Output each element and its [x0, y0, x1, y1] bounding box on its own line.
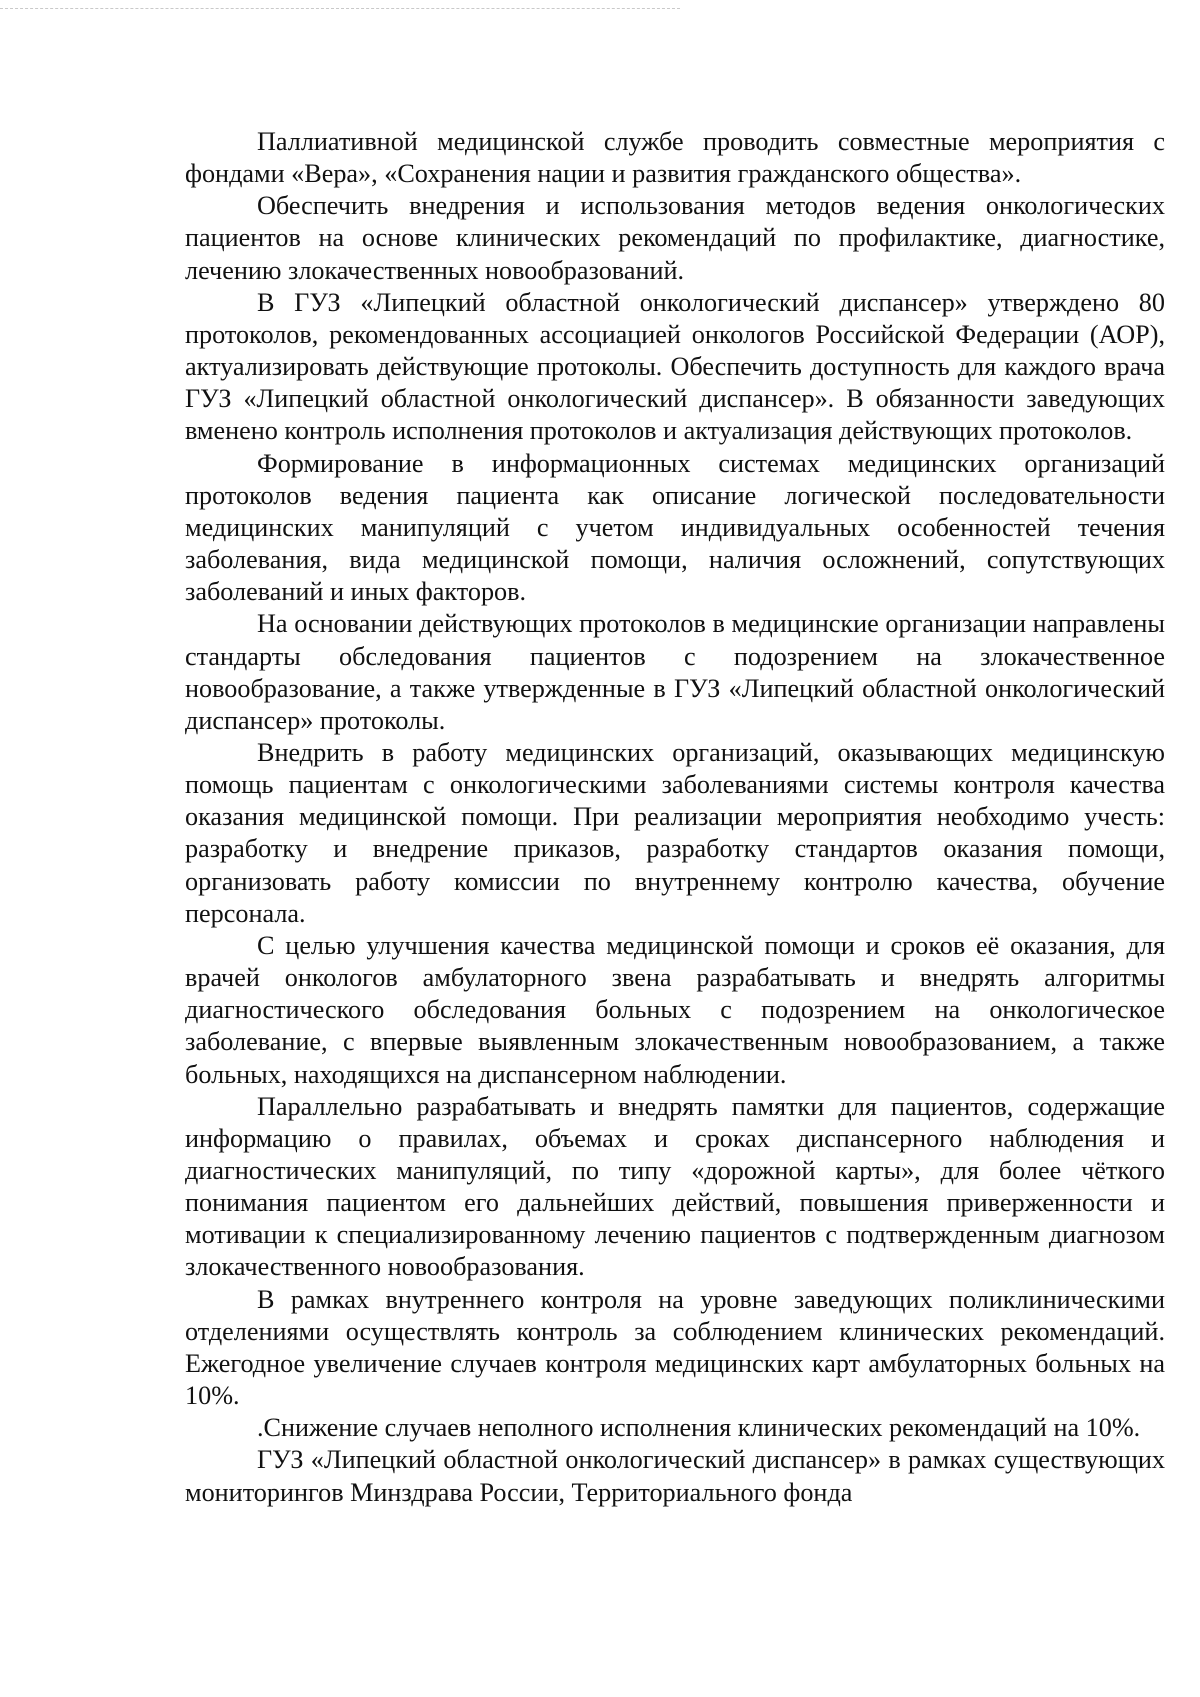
paragraph-monitoring: ГУЗ «Липецкий областной онкологический диспансер» в рамках существующих мониторингов Минздрава России, Территориального фонда — [185, 1445, 1165, 1507]
paragraph-reduction-cases: .Снижение случаев неполного исполнения клинических рекомендаций на 10%. — [257, 1413, 1141, 1443]
paragraph-patient-memos: Параллельно разрабатывать и внедрять памятки для пациентов, содержащие информацию о правилах, объемах и сроках диспансерного наблюдения и диагностических манипуляций, по типу «дорожной карты», для более чёткого понимания пациентом его дальнейших действий, повышения приверженности и мотивации к специализированному лечению пациентов с подтвержденным диагнозом злокачественного новообразования. — [185, 1091, 1165, 1282]
paragraph-examination-standards: На основании действующих протоколов в медицинские организации направлены стандарты обследования пациентов с подозрением на злокачественное новообразование, а также утвержденные в ГУЗ «Липецкий областной онкологический диспансер» протоколы. — [185, 609, 1165, 735]
paragraph-internal-control: В рамках внутреннего контроля на уровне заведующих поликлиническими отделениями осуществлять контроль за соблюдением клинических рекомендаций. Ежегодное увеличение случаев контроля медицинских карт амбулаторных больных на 10%. — [185, 1284, 1165, 1411]
paragraph-diagnostic-algorithms: С целью улучшения качества медицинской помощи и сроков её оказания, для врачей онкологов амбулаторного звена разрабатывать и внедрять алгоритмы диагностического обследования больных с подозрением на онкологическое заболевание, с впервые выявленным злокачественным новообразованием, а также больных, находящихся на диспансерном наблюдении. — [185, 930, 1165, 1089]
paragraph-protocols-aor: В ГУЗ «Липецкий областной онкологический диспансер» утверждено 80 протоколов, рекомендованных ассоциацией онкологов Российской Федерации (АОР), актуализировать действующие протоколы. Обеспечить доступность для каждого врача ГУЗ «Липецкий областной онкологический диспансер». В обязанности заведующих вменено контроль исполнения протоколов и актуализация действующих протоколов. — [185, 287, 1165, 446]
paragraph-information-systems: Формирование в информационных системах медицинских организаций протоколов ведения пациента как описание логической последовательности медицинских манипуляций с учетом индивидуальных особенностей течения заболевания, вида медицинской помощи, наличия осложнений, сопутствующих заболеваний и иных факторов. — [185, 448, 1165, 607]
paragraph-quality-control: Внедрить в работу медицинских организаций, оказывающих медицинскую помощь пациентам с онкологическими заболеваниями системы контроля качества оказания медицинской помощи. При реализации мероприятия необходимо учесть: разработку и внедрение приказов, разработку стандартов оказания помощи, организовать работу комиссии по внутреннему контролю качества, обучение персонала. — [185, 737, 1165, 928]
paragraph-clinical-recommendations: Обеспечить внедрения и использования методов ведения онкологических пациентов на основе клинических рекомендаций по профилактике, диагностике, лечению злокачественных новообразований. — [185, 191, 1165, 285]
document-body — [185, 126, 1165, 1509]
scan-edge-line — [0, 8, 680, 9]
paragraph-palliative-service: Паллиативной медицинской службе проводить совместные мероприятия с фондами «Вера», «Сохранения нации и развития гражданского общества». — [185, 127, 1165, 189]
